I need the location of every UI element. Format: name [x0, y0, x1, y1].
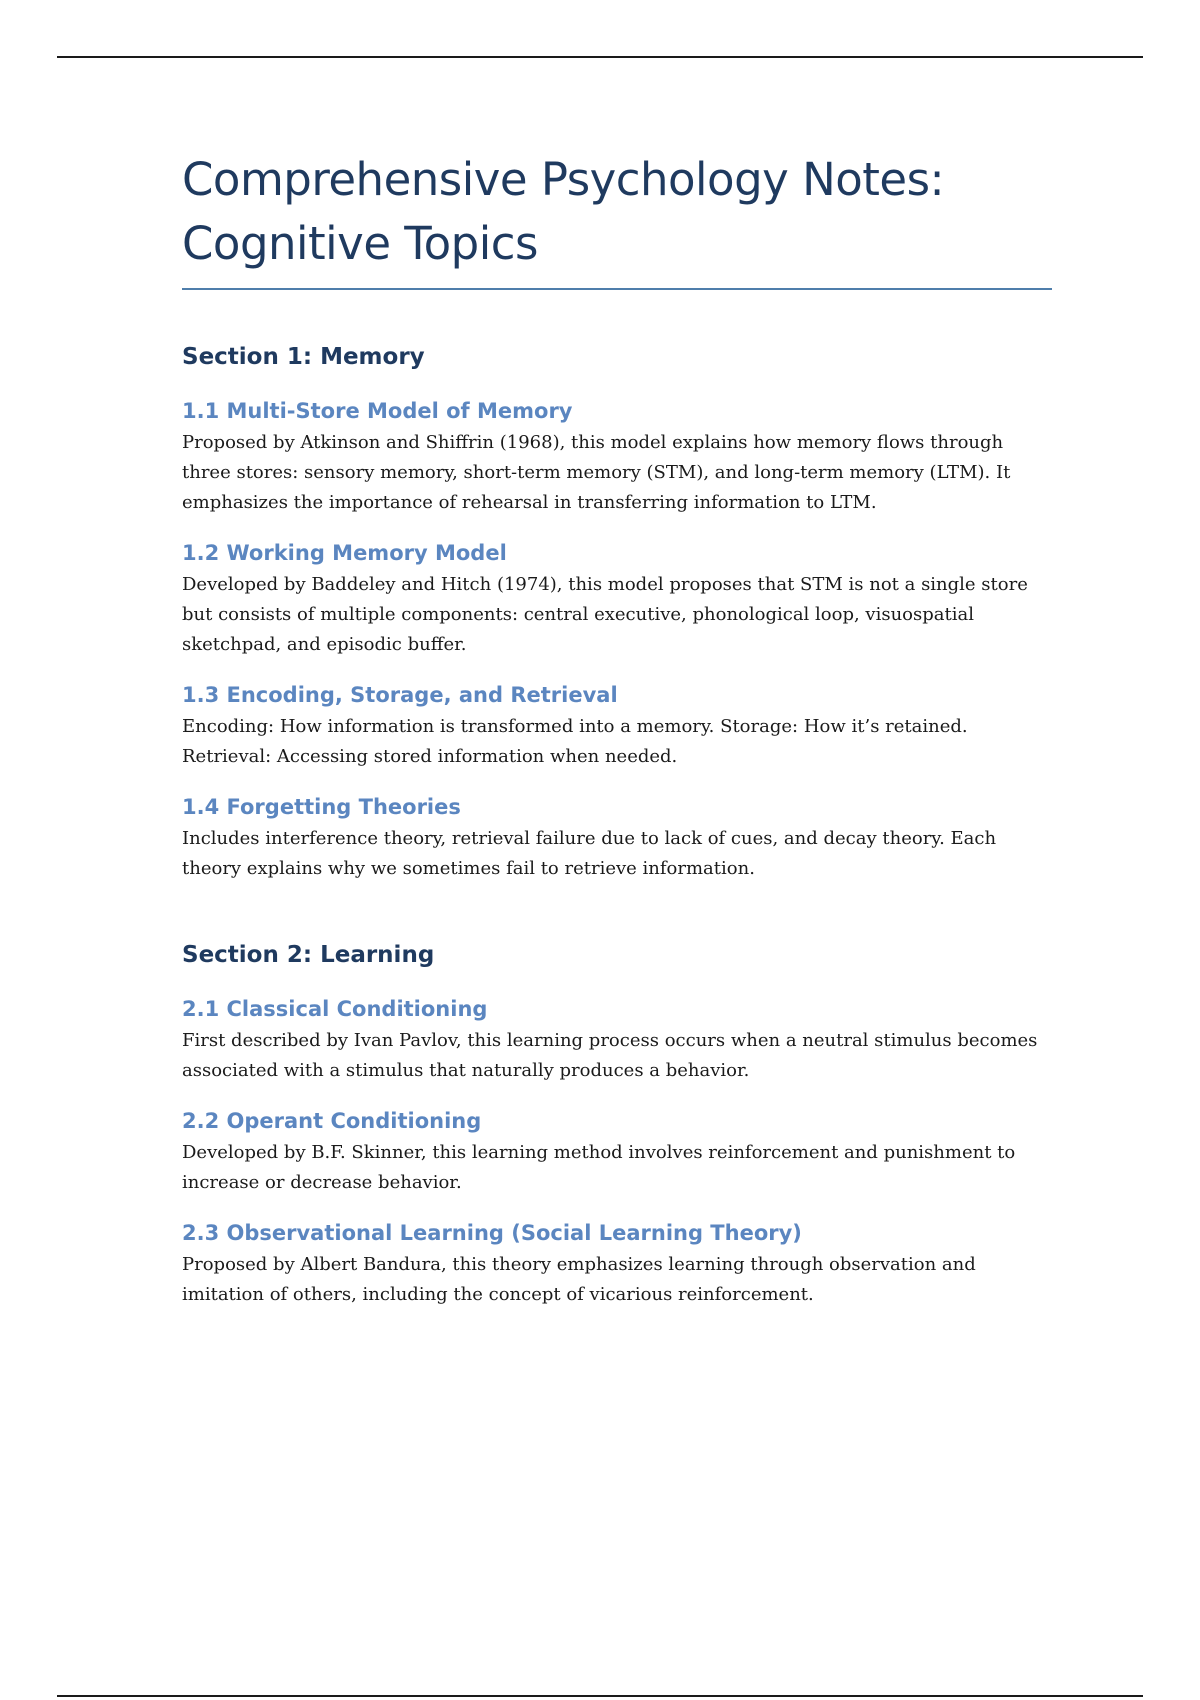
subsection-forgetting-theories — [182, 792, 1052, 884]
subsection-observational-learning — [182, 1218, 1052, 1310]
subsection-classical-conditioning — [182, 994, 1052, 1086]
subsection-heading: 1.3 Encoding, Storage, and Retrieval — [182, 683, 618, 707]
subsection-body: Encoding: How information is transformed into a memory. Storage: How it’s retained. Retrieval: Accessing stored information when needed. — [182, 716, 968, 767]
document-content — [182, 148, 1052, 1330]
subsection-heading: 2.3 Observational Learning (Social Learning Theory) — [182, 1221, 802, 1245]
page-bottom-rule — [57, 1695, 1143, 1697]
subsection-multi-store-model — [182, 396, 1052, 518]
page-top-rule — [57, 56, 1143, 58]
subsection-heading: 2.2 Operant Conditioning — [182, 1109, 482, 1133]
subsection-heading: 1.1 Multi-Store Model of Memory — [182, 399, 573, 423]
section-heading: Section 1: Memory — [182, 344, 425, 370]
subsection-heading: 1.2 Working Memory Model — [182, 541, 507, 565]
subsection-heading: 1.4 Forgetting Theories — [182, 795, 461, 819]
subsection-body: Developed by Baddeley and Hitch (1974), this model proposes that STM is not a single store but consists of multiple components: central executive, phonological loop, visuospatial sketchpad, and episodic buffer. — [182, 574, 1028, 655]
subsection-operant-conditioning — [182, 1106, 1052, 1198]
subsection-working-memory-model — [182, 538, 1052, 660]
subsection-body: First described by Ivan Pavlov, this learning process occurs when a neutral stimulus becomes associated with a stimulus that naturally produces a behavior. — [182, 1030, 1038, 1081]
subsection-body: Includes interference theory, retrieval failure due to lack of cues, and decay theory. Each theory explains why we sometimes fail to retrieve information. — [182, 828, 997, 879]
section-memory — [182, 342, 1052, 884]
subsection-heading: 2.1 Classical Conditioning — [182, 997, 488, 1021]
section-learning — [182, 940, 1052, 1310]
subsection-body: Developed by B.F. Skinner, this learning method involves reinforcement and punishment to increase or decrease behavior. — [182, 1142, 1016, 1193]
title-underline — [182, 288, 1052, 290]
document-title: Comprehensive Psychology Notes: Cognitive Topics — [182, 153, 945, 270]
subsection-encoding-storage-retrieval — [182, 680, 1052, 772]
subsection-body: Proposed by Atkinson and Shiffrin (1968), this model explains how memory flows through three stores: sensory memory, short-term memory (STM), and long-term memory (LTM). It emphasizes the importance of rehearsal in transferring information to LTM. — [182, 432, 1011, 513]
subsection-body: Proposed by Albert Bandura, this theory emphasizes learning through observation and imitation of others, including the concept of vicarious reinforcement. — [182, 1254, 976, 1305]
section-heading: Section 2: Learning — [182, 942, 435, 968]
